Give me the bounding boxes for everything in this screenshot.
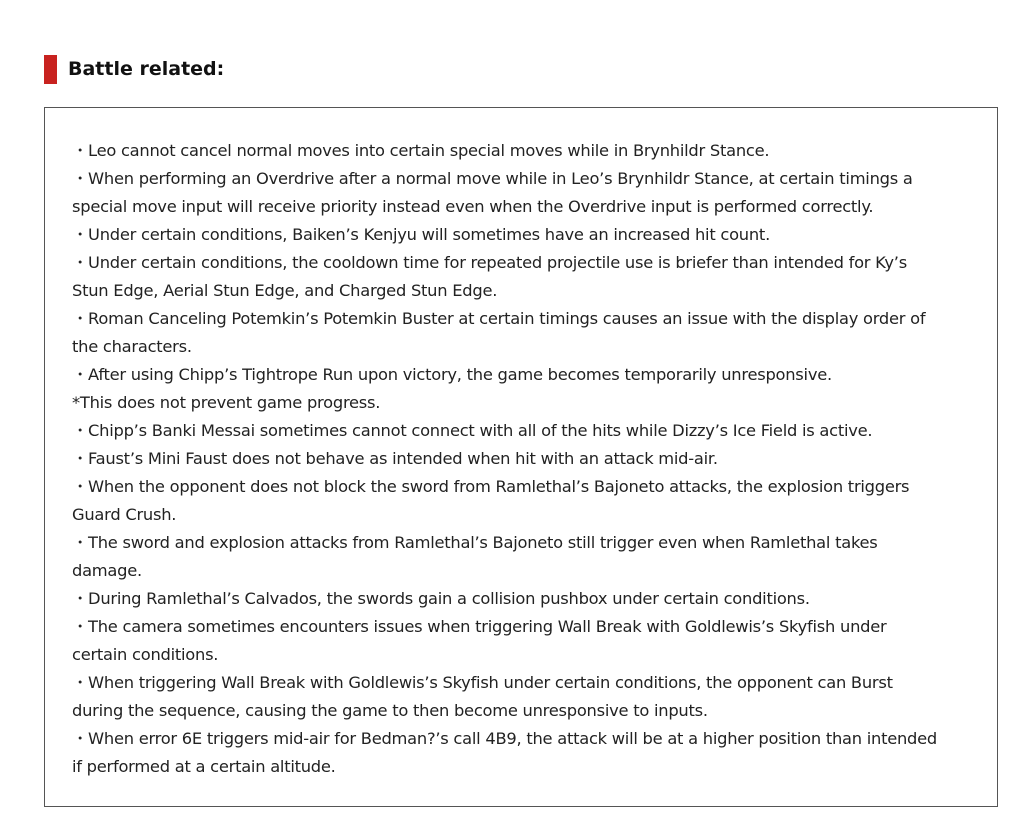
section-title: Battle related: bbox=[68, 58, 225, 80]
issue-note: *This does not prevent game progress. bbox=[72, 393, 381, 412]
issue-line: ・Chipp’s Banki Messai sometimes cannot connect with all of the hits while Dizzy’s Ice Field is active. bbox=[72, 421, 873, 440]
issue-line: ・After using Chipp’s Tightrope Run upon victory, the game becomes temporarily unresponsive. bbox=[72, 365, 832, 384]
issue-line: ・Under certain conditions, Baiken’s Kenjyu will sometimes have an increased hit count. bbox=[72, 225, 770, 244]
issue-line: the characters. bbox=[72, 337, 192, 356]
issue-line: ・Roman Canceling Potemkin’s Potemkin Buster at certain timings causes an issue with the display order of bbox=[72, 309, 926, 328]
issue-line: ・The sword and explosion attacks from Ramlethal’s Bajoneto still trigger even when Ramlethal takes bbox=[72, 533, 878, 552]
issue-line: during the sequence, causing the game to then become unresponsive to inputs. bbox=[72, 701, 708, 720]
issue-line: ・Under certain conditions, the cooldown time for repeated projectile use is briefer than intended for Ky’s bbox=[72, 253, 907, 272]
section-heading bbox=[44, 55, 224, 84]
issue-line: ・The camera sometimes encounters issues when triggering Wall Break with Goldlewis’s Skyfish under bbox=[72, 617, 887, 636]
issue-line: ・When the opponent does not block the sword from Ramlethal’s Bajoneto attacks, the explosion triggers bbox=[72, 477, 910, 496]
issue-line: ・When performing an Overdrive after a normal move while in Leo’s Brynhildr Stance, at certain timings a bbox=[72, 169, 913, 188]
issue-line: ・During Ramlethal’s Calvados, the swords gain a collision pushbox under certain conditions. bbox=[72, 589, 810, 608]
issue-line: ・Leo cannot cancel normal moves into certain special moves while in Brynhildr Stance. bbox=[72, 141, 770, 160]
issue-line: certain conditions. bbox=[72, 645, 219, 664]
heading-accent-bar bbox=[44, 55, 57, 84]
issue-list bbox=[72, 137, 967, 781]
issue-line: ・Faust’s Mini Faust does not behave as intended when hit with an attack mid-air. bbox=[72, 449, 718, 468]
issue-line: special move input will receive priority instead even when the Overdrive input is performed correctly. bbox=[72, 197, 874, 216]
issue-line: ・When triggering Wall Break with Goldlewis’s Skyfish under certain conditions, the opponent can Burst bbox=[72, 673, 893, 692]
known-issues-box bbox=[44, 107, 998, 807]
issue-line: ・When error 6E triggers mid-air for Bedman?’s call 4B9, the attack will be at a higher position than intended bbox=[72, 729, 937, 748]
issue-line: Stun Edge, Aerial Stun Edge, and Charged Stun Edge. bbox=[72, 281, 498, 300]
issue-line: Guard Crush. bbox=[72, 505, 177, 524]
issue-line: if performed at a certain altitude. bbox=[72, 757, 336, 776]
issue-line: damage. bbox=[72, 561, 142, 580]
